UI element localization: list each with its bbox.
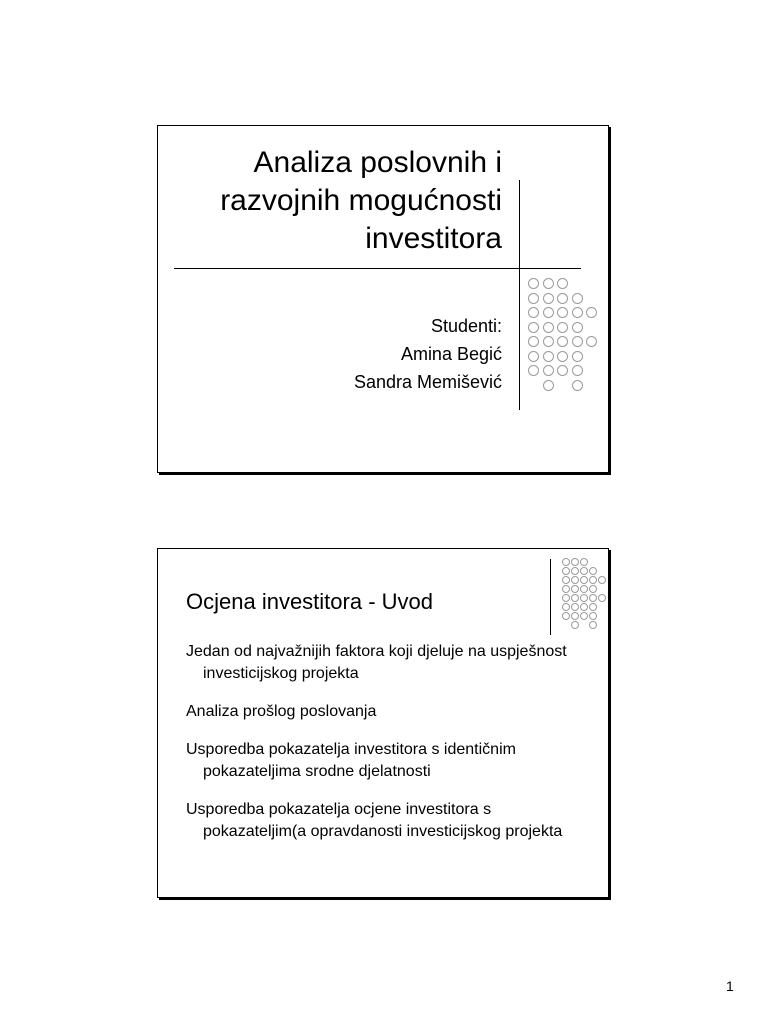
- decorative-dot: [589, 603, 597, 611]
- decorative-dot: [572, 365, 583, 376]
- decorative-dot: [571, 594, 579, 602]
- decorative-dot: [572, 351, 583, 362]
- vertical-accent-line: [550, 559, 551, 635]
- bullet-item: Usporedba pokazatelja ocjene investitora s pokazateljim(a opravdanosti investicijskog projekta: [186, 801, 563, 840]
- bullet-item: Usporedba pokazatelja investitora s identičnim pokazateljima srodne djelatnosti: [186, 741, 516, 780]
- page-number: 1: [726, 978, 734, 994]
- decorative-dot: [571, 558, 579, 566]
- decorative-dot: [562, 585, 570, 593]
- decorative-dot: [562, 594, 570, 602]
- decorative-dot: [562, 612, 570, 620]
- decorative-dot: [586, 307, 597, 318]
- decorative-dot: [528, 365, 539, 376]
- decorative-dot: [557, 351, 568, 362]
- students-block: [354, 312, 502, 396]
- decorative-dot: [557, 365, 568, 376]
- decorative-dot: [572, 307, 583, 318]
- decorative-dot: [543, 307, 554, 318]
- decorative-dot: [580, 585, 588, 593]
- student-name: Sandra Memišević: [353, 372, 502, 392]
- decorative-dot: [543, 336, 554, 347]
- decorative-dot: [557, 293, 568, 304]
- decorative-dot: [543, 293, 554, 304]
- decorative-dot: [580, 603, 588, 611]
- bullet-item: Analiza prošlog poslovanja: [186, 703, 377, 720]
- decorative-dot: [528, 322, 539, 333]
- decorative-dot: [580, 558, 588, 566]
- decorative-dot: [589, 612, 597, 620]
- decorative-dot: [562, 567, 570, 575]
- slide-1-title-line: Analiza poslovnih i: [253, 146, 502, 179]
- decorative-dot: [571, 585, 579, 593]
- decorative-dot: [589, 585, 597, 593]
- decorative-dot: [572, 336, 583, 347]
- decorative-dot: [528, 307, 539, 318]
- bullet-list: [186, 641, 596, 859]
- slide-1: [157, 125, 609, 473]
- decorative-dot: [580, 594, 588, 602]
- decorative-dot: [580, 567, 588, 575]
- decorative-dot: [562, 576, 570, 584]
- decorative-dot: [572, 322, 583, 333]
- decorative-dot: [598, 594, 606, 602]
- vertical-accent-line: [519, 180, 520, 410]
- decorative-dot: [557, 322, 568, 333]
- decorative-dot: [571, 576, 579, 584]
- decorative-dot: [543, 365, 554, 376]
- decorative-dot: [528, 351, 539, 362]
- slide-2-title: Ocjena investitora - Uvod: [186, 589, 433, 614]
- decorative-dot: [572, 380, 583, 391]
- decorative-dot: [557, 336, 568, 347]
- decorative-dot: [589, 576, 597, 584]
- decorative-dot: [528, 336, 539, 347]
- decorative-dot: [589, 567, 597, 575]
- decorative-dot: [598, 576, 606, 584]
- decorative-dot: [580, 612, 588, 620]
- decorative-dot: [528, 293, 539, 304]
- decorative-dot: [557, 307, 568, 318]
- decorative-dot: [571, 603, 579, 611]
- decorative-dot: [589, 621, 597, 629]
- slide-1-title-line: investitora: [365, 222, 502, 255]
- decorative-dot: [572, 293, 583, 304]
- student-name: Amina Begić: [400, 344, 502, 364]
- decorative-dot: [543, 322, 554, 333]
- bullet-item: Jedan od najvažnijih faktora koji djeluje na uspješnost investicijskog projekta: [186, 643, 567, 682]
- decorative-dot: [543, 380, 554, 391]
- decorative-dot: [571, 621, 579, 629]
- decorative-dot: [557, 278, 568, 289]
- decorative-dot: [562, 603, 570, 611]
- decorative-dot: [589, 594, 597, 602]
- decorative-dot: [543, 278, 554, 289]
- decorative-dot: [580, 576, 588, 584]
- students-label: Studenti:: [430, 316, 502, 336]
- slide-1-title-line: razvojnih mogućnosti: [220, 184, 502, 217]
- decorative-dot: [543, 351, 554, 362]
- decorative-dot: [571, 612, 579, 620]
- decorative-dot: [528, 278, 539, 289]
- slide-1-title: [220, 144, 502, 258]
- decorative-dot: [586, 336, 597, 347]
- decorative-dot: [571, 567, 579, 575]
- decorative-dot: [562, 558, 570, 566]
- slide-2: [157, 548, 609, 898]
